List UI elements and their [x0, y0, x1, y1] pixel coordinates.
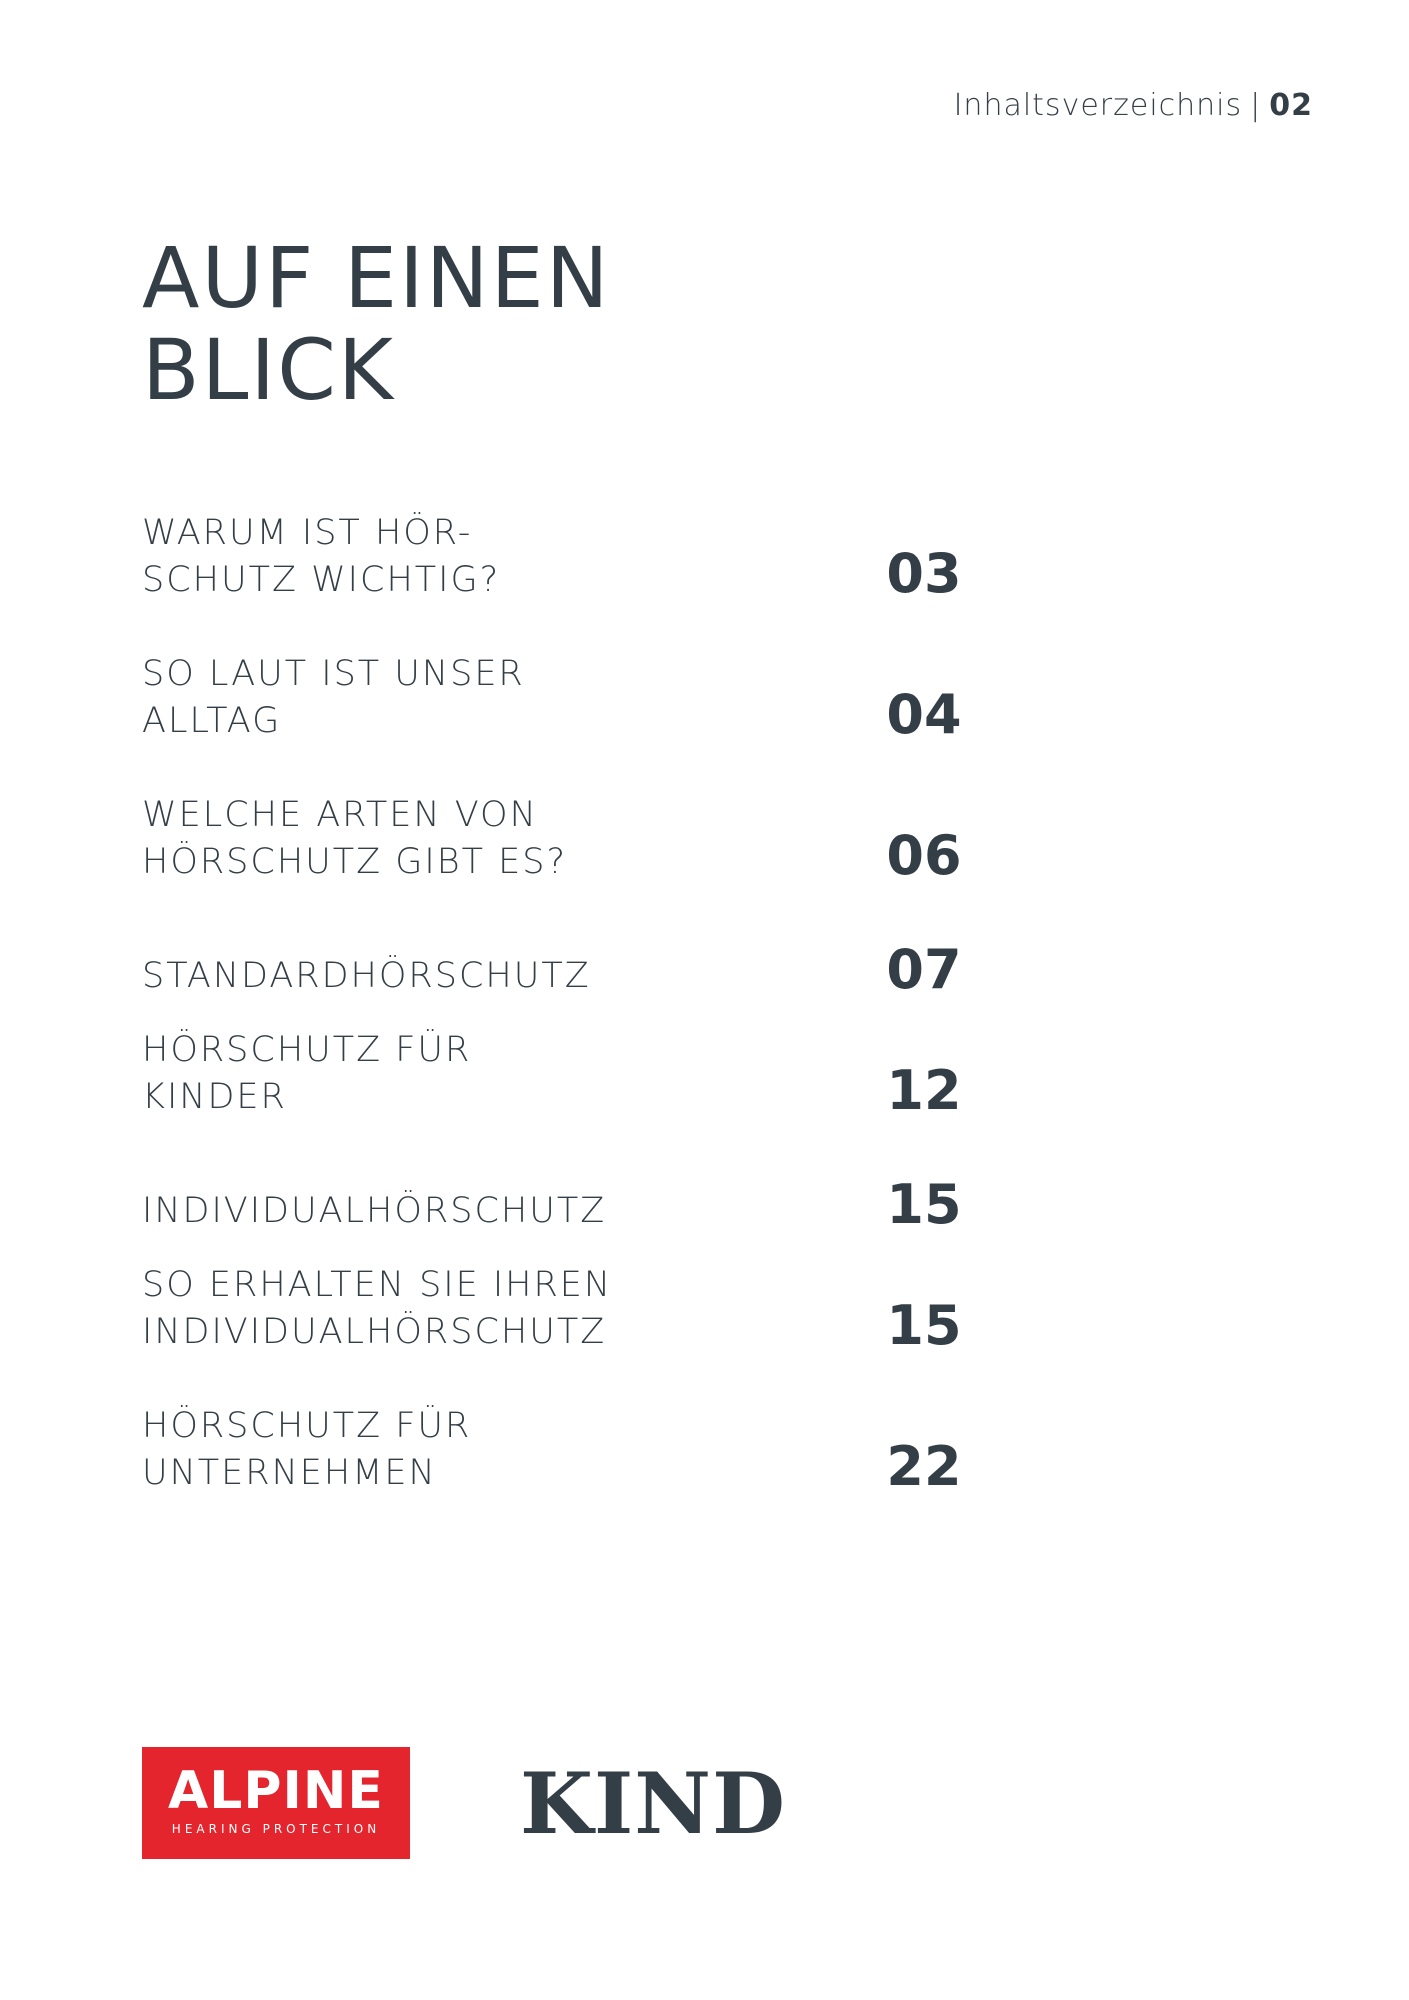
toc-page-number: 12: [886, 1059, 962, 1122]
toc-label: [142, 1403, 782, 1497]
title-line-2: BLICK: [142, 321, 395, 419]
title-line-1: AUF EINEN: [142, 229, 611, 327]
toc-page-number: 03: [886, 542, 962, 605]
toc-label-line: HÖRSCHUTZ GIBT ES?: [142, 842, 568, 882]
page-header: [954, 88, 1313, 123]
toc-page-number: 04: [886, 683, 962, 746]
toc-item[interactable]: [142, 645, 962, 746]
section-name: Inhaltsverzeichnis: [953, 88, 1243, 123]
toc-label-line: INDIVIDUALHÖRSCHUTZ: [142, 1312, 607, 1352]
toc-label-line: SO ERHALTEN SIE IHREN: [142, 1265, 613, 1305]
toc-page-number: 15: [886, 1173, 962, 1236]
toc-label: [142, 792, 782, 886]
alpine-tagline: HEARING PROTECTION: [171, 1822, 381, 1836]
toc-label-line: WELCHE ARTEN VON: [142, 795, 538, 835]
toc-item[interactable]: [142, 1256, 962, 1357]
toc-label: [142, 1188, 782, 1235]
toc-label: [142, 1262, 782, 1356]
toc-page-number: 06: [886, 824, 962, 887]
toc-page-number: 15: [886, 1294, 962, 1357]
toc-item[interactable]: [142, 900, 962, 1001]
toc-item[interactable]: [142, 786, 962, 887]
toc-label-line: SCHUTZ WICHTIG?: [142, 560, 501, 600]
toc-label-line: SO LAUT IST UNSER: [142, 654, 525, 694]
toc-item[interactable]: [142, 1397, 962, 1498]
toc-item[interactable]: [142, 1021, 962, 1122]
toc-label: [142, 651, 782, 745]
toc-label-line: WARUM IST HÖR-: [142, 513, 473, 553]
alpine-logo: [142, 1747, 410, 1859]
toc-label: [142, 1027, 782, 1121]
toc-label-line: KINDER: [142, 1077, 287, 1117]
toc-item[interactable]: [142, 1135, 962, 1236]
toc-page-number: 22: [886, 1435, 962, 1498]
page-title: [142, 229, 611, 419]
toc-label: [142, 953, 782, 1000]
toc-label-line: STANDARDHÖRSCHUTZ: [142, 956, 591, 996]
toc-item[interactable]: [142, 504, 962, 605]
toc-label-line: HÖRSCHUTZ FÜR: [142, 1406, 472, 1446]
header-separator: |: [1250, 88, 1262, 123]
toc-label: [142, 510, 782, 604]
toc-label-line: UNTERNEHMEN: [142, 1453, 437, 1493]
toc-label-line: INDIVIDUALHÖRSCHUTZ: [142, 1191, 607, 1231]
alpine-brand: ALPINE: [168, 1761, 384, 1821]
toc-label-line: HÖRSCHUTZ FÜR: [142, 1030, 472, 1070]
header-page-number: 02: [1269, 88, 1313, 123]
toc-label-line: ALLTAG: [142, 701, 282, 741]
toc-page-number: 07: [886, 938, 962, 1001]
kind-logo: KIND: [520, 1754, 786, 1853]
